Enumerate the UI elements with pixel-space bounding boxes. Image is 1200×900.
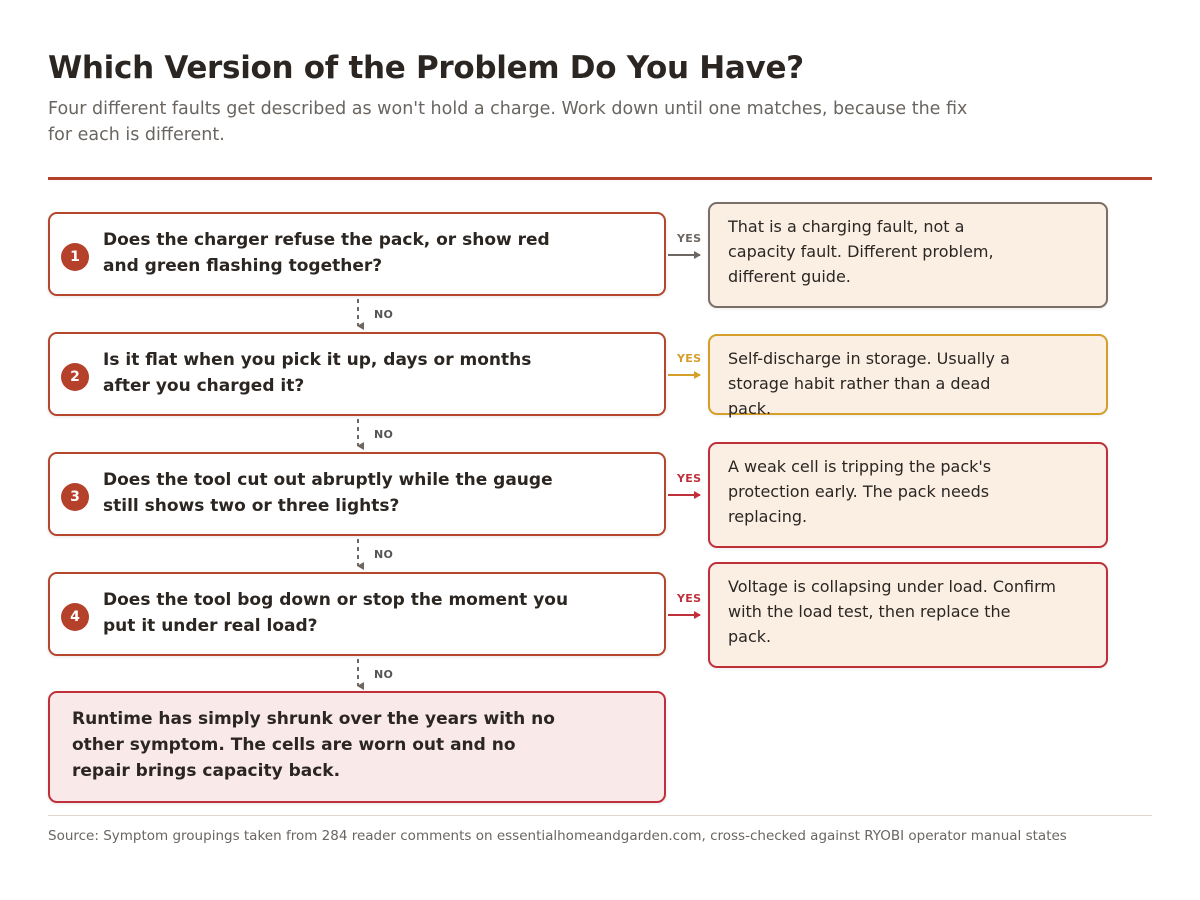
step-number-badge: 4 (61, 603, 89, 631)
outcome-box-2 (708, 334, 1108, 418)
outcome-text: Voltage is collapsing under load. Confirm with the load test, then replace the pack. (728, 577, 1056, 646)
question-text: Does the tool cut out abruptly while the gauge still shows two or three lights? (103, 470, 553, 516)
final-conclusion-text: Runtime has simply shrunk over the years with no other symptom. The cells are worn out and no repair brings capacity back. (72, 709, 555, 781)
outcome-text: A weak cell is tripping the pack's protection early. The pack needs replacing. (728, 457, 992, 526)
outcome-box-3 (708, 442, 1108, 548)
yes-label: YES (677, 592, 702, 605)
step-number-badge: 3 (61, 483, 89, 511)
outcome-box-4 (708, 562, 1108, 668)
no-label: NO (374, 668, 394, 681)
source-note: Source: Symptom groupings taken from 284 reader comments on essentialhomeandgarden.com, cross-checked against RYOBI operator manual states (48, 828, 1067, 844)
no-label: NO (374, 428, 394, 441)
outcome-box-1 (708, 202, 1108, 308)
outcome-text: That is a charging fault, not a capacity fault. Different problem, different guide. (728, 217, 994, 286)
question-text: Does the charger refuse the pack, or show red and green flashing together? (103, 230, 550, 276)
yes-label: YES (677, 472, 702, 485)
step-number-badge: 1 (61, 243, 89, 271)
question-text: Is it flat when you pick it up, days or months after you charged it? (103, 350, 532, 396)
step-number-badge: 2 (61, 363, 89, 391)
question-box-2 (48, 332, 666, 416)
question-text: Does the tool bog down or stop the moment you put it under real load? (103, 590, 569, 636)
question-box-3 (48, 452, 666, 536)
outcome-text: Self-discharge in storage. Usually a storage habit rather than a dead pack. (728, 349, 1010, 418)
question-box-4 (48, 572, 666, 656)
yes-label: YES (677, 232, 702, 245)
footer-divider (48, 815, 1152, 816)
no-label: NO (374, 548, 394, 561)
final-conclusion-box (48, 691, 666, 803)
yes-label: YES (677, 352, 702, 365)
no-label: NO (374, 308, 394, 321)
page-title: Which Version of the Problem Do You Have? (48, 50, 804, 86)
page-subtitle: Four different faults get described as won't hold a charge. Work down until one matches, because the fix for each is different. (48, 99, 968, 145)
question-box-1 (48, 212, 666, 296)
